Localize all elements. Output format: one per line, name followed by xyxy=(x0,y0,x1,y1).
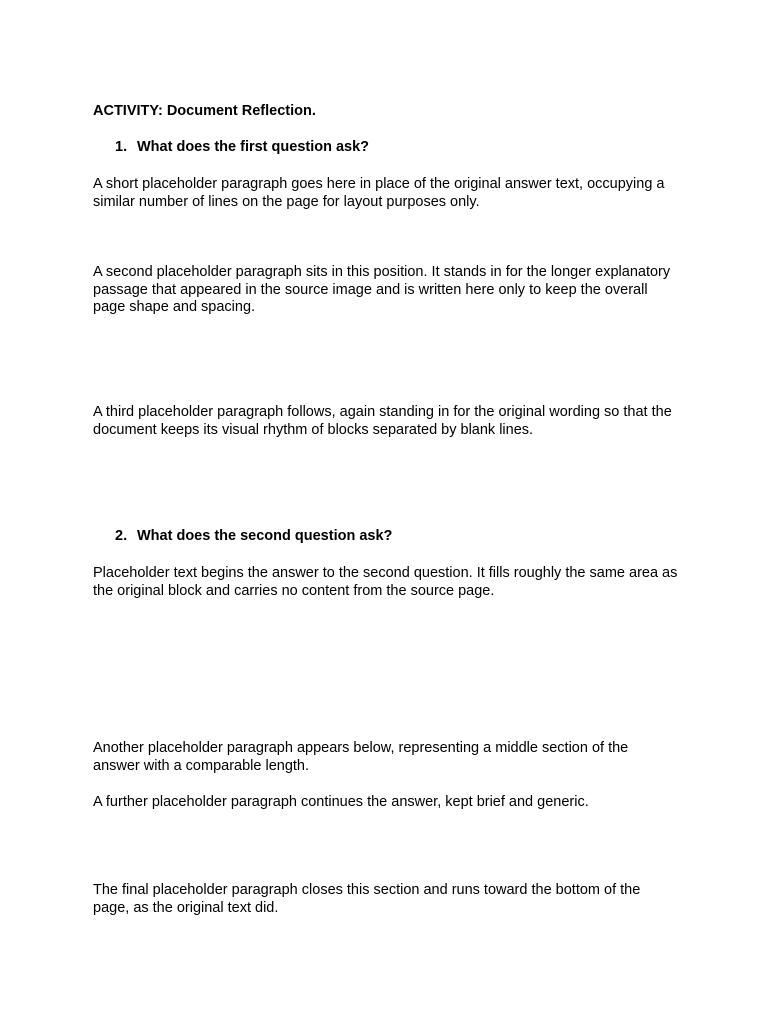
q2-paragraph-2: Another placeholder paragraph appears below, representing a middle section of the answer with a comparable length. xyxy=(93,740,629,774)
q2-paragraph-3: A further placeholder paragraph continues the answer, kept brief and generic. xyxy=(93,794,589,810)
question-1-heading xyxy=(115,139,700,157)
q2-paragraph-4: The final placeholder paragraph closes this section and runs toward the bottom of the page, as the original text did. xyxy=(93,882,641,916)
question-1-number: 1. xyxy=(115,139,128,155)
q1-paragraph-1: A short placeholder paragraph goes here in place of the original answer text, occupying a similar number of lines on the page for layout purposes only. xyxy=(93,176,665,210)
q2-paragraph-1: Placeholder text begins the answer to the second question. It fills roughly the same area as the original block and carries no content from the source page. xyxy=(93,565,678,599)
q1-paragraph-3: A third placeholder paragraph follows, again standing in for the original wording so that the document keeps its visual rhythm of blocks separated by blank lines. xyxy=(93,404,672,438)
document-title: ACTIVITY: Document Reflection. xyxy=(93,103,316,119)
question-2-number: 2. xyxy=(115,528,128,544)
question-2-text: What does the second question ask? xyxy=(137,528,393,544)
q1-paragraph-2: A second placeholder paragraph sits in this position. It stands in for the longer explanatory passage that appeared in the source image and is written here only to keep the overall page shape and spacing. xyxy=(93,264,671,316)
question-1-text: What does the first question ask? xyxy=(137,139,370,155)
question-2-heading xyxy=(115,528,700,546)
